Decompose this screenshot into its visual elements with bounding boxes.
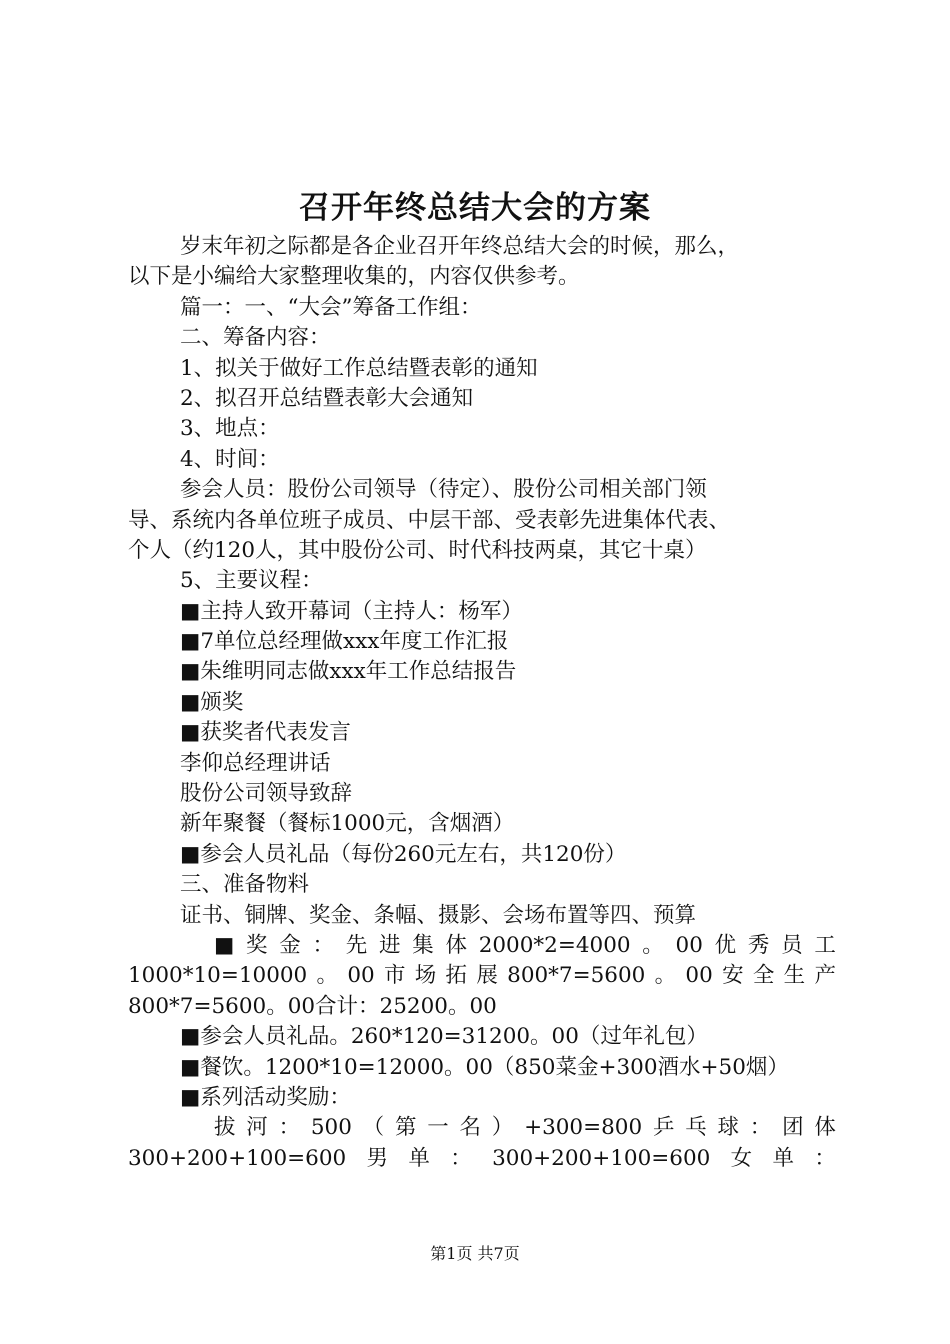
justified-word: 河 xyxy=(246,1115,268,1141)
section-preparation-group: 篇一：一、“大会”筹备工作组： xyxy=(180,294,482,320)
agenda-item: ■颁奖 xyxy=(180,689,244,715)
justified-word: 员 xyxy=(781,932,803,958)
activity-line-1 xyxy=(128,1113,836,1143)
justified-word: 拔 xyxy=(214,1115,236,1141)
section-materials: 三、准备物料 xyxy=(180,872,310,898)
justified-word: 体 xyxy=(445,932,467,958)
justified-word: 第 xyxy=(394,1115,417,1141)
justified-word: 00 xyxy=(675,932,703,958)
justified-word: 球 xyxy=(717,1115,740,1141)
agenda-item: 股份公司领导致辞 xyxy=(180,781,353,807)
justified-word: 市 xyxy=(383,963,406,989)
justified-word: 名 xyxy=(459,1115,482,1141)
agenda-item: ■获奖者代表发言 xyxy=(180,720,351,746)
item-time: 4、时间： xyxy=(180,446,280,472)
justified-word: 秀 xyxy=(747,932,770,958)
justified-word: 产 xyxy=(814,963,836,989)
item-notice-2: 2、拟召开总结暨表彰大会通知 xyxy=(180,385,474,411)
justified-word: ： xyxy=(814,1145,836,1171)
justified-word: 优 xyxy=(714,932,737,958)
justified-word: 生 xyxy=(783,963,806,989)
item-location: 3、地点： xyxy=(180,416,280,442)
justified-word: 集 xyxy=(412,932,434,958)
justified-word: ： xyxy=(312,932,335,958)
justified-word: 1000*10=10000 xyxy=(128,963,308,989)
justified-word: 团 xyxy=(782,1115,804,1141)
justified-word: 。 xyxy=(654,963,677,989)
agenda-item: ■朱维明同志做xxx年工作总结报告 xyxy=(180,659,517,685)
justified-word: 。 xyxy=(642,932,664,958)
justified-word: 安 xyxy=(722,963,744,989)
justified-word: 乒 xyxy=(652,1115,675,1141)
justified-word: ） xyxy=(491,1115,514,1141)
attendees-line-3: 个人（约120人，其中股份公司、时代科技两桌，其它十桌） xyxy=(128,537,707,563)
justified-word: 500 xyxy=(310,1115,352,1141)
budget-dining: ■餐饮。1200*10=12000。00（850菜金+300酒水+50烟） xyxy=(180,1054,789,1080)
item-agenda: 5、主要议程： xyxy=(180,568,323,594)
attendees-line-1: 参会人员：股份公司领导（待定）、股份公司相关部门领 xyxy=(180,477,707,503)
document-title: 召开年终总结大会的方案 xyxy=(299,190,651,226)
agenda-item: ■7单位总经理做xxx年度工作汇报 xyxy=(180,629,509,655)
justified-word: 。 xyxy=(316,963,339,989)
justified-word: 乓 xyxy=(685,1115,707,1141)
budget-line-3: 800*7=5600。00合计：25200。00 xyxy=(128,993,497,1019)
justified-word: ： xyxy=(278,1115,301,1141)
intro-line-2: 以下是小编给大家整理收集的，内容仅供参考。 xyxy=(128,264,580,290)
budget-activities: ■系列活动奖励： xyxy=(180,1084,351,1110)
justified-word: 300+200+100=600 xyxy=(128,1145,347,1171)
justified-word: 拓 xyxy=(445,963,468,989)
justified-word: 单 xyxy=(772,1145,795,1171)
justified-word: +300=800 xyxy=(524,1115,643,1141)
justified-word: 先 xyxy=(345,932,368,958)
intro-line-1: 岁末年初之际都是各企业召开年终总结大会的时候，那么， xyxy=(180,234,740,259)
budget-gifts: ■参会人员礼品。260*120=31200。00（过年礼包） xyxy=(180,1024,708,1050)
justified-word: 女 xyxy=(730,1145,753,1171)
justified-word: 展 xyxy=(476,963,498,989)
budget-line-1 xyxy=(128,931,836,961)
justified-word: 800*7=5600 xyxy=(507,963,646,989)
justified-word: 进 xyxy=(378,932,401,958)
page-footer: 第1页 共7页 xyxy=(430,1244,520,1263)
budget-line-2 xyxy=(128,961,836,991)
justified-word: 金 xyxy=(279,932,301,958)
justified-word: 300+200+100=600 xyxy=(492,1145,711,1171)
item-notice-1: 1、拟关于做好工作总结暨表彰的通知 xyxy=(180,355,538,381)
justified-word: ： xyxy=(749,1115,772,1141)
section-preparation-content: 二、筹备内容： xyxy=(180,325,331,351)
justified-word: 00 xyxy=(347,963,375,989)
agenda-item: ■参会人员礼品（每份260元左右，共120份） xyxy=(180,841,627,867)
agenda-item: 李仰总经理讲话 xyxy=(180,750,331,776)
justified-word: ： xyxy=(450,1145,472,1171)
document-body xyxy=(128,232,836,1174)
justified-word: 体 xyxy=(814,1115,836,1141)
justified-word: （ xyxy=(362,1115,385,1141)
justified-word: 2000*2=4000 xyxy=(478,932,631,958)
activity-line-2 xyxy=(128,1144,836,1174)
attendees-line-2: 导、系统内各单位班子成员、中层干部、受表彰先进集体代表、 xyxy=(128,507,731,533)
materials-list: 证书、铜牌、奖金、条幅、摄影、会场布置等四、预算 xyxy=(180,902,697,928)
justified-word: ■ xyxy=(214,932,235,958)
justified-word: 工 xyxy=(814,932,836,958)
agenda-item: 新年聚餐（餐标1000元，含烟酒） xyxy=(180,811,515,837)
agenda-item: ■主持人致开幕词（主持人：杨军） xyxy=(180,598,523,624)
justified-word: 一 xyxy=(427,1115,449,1141)
justified-word: 00 xyxy=(685,963,713,989)
justified-word: 男 xyxy=(366,1145,389,1171)
justified-word: 单 xyxy=(408,1145,430,1171)
justified-word: 奖 xyxy=(246,932,268,958)
justified-word: 场 xyxy=(414,963,437,989)
justified-word: 全 xyxy=(752,963,775,989)
